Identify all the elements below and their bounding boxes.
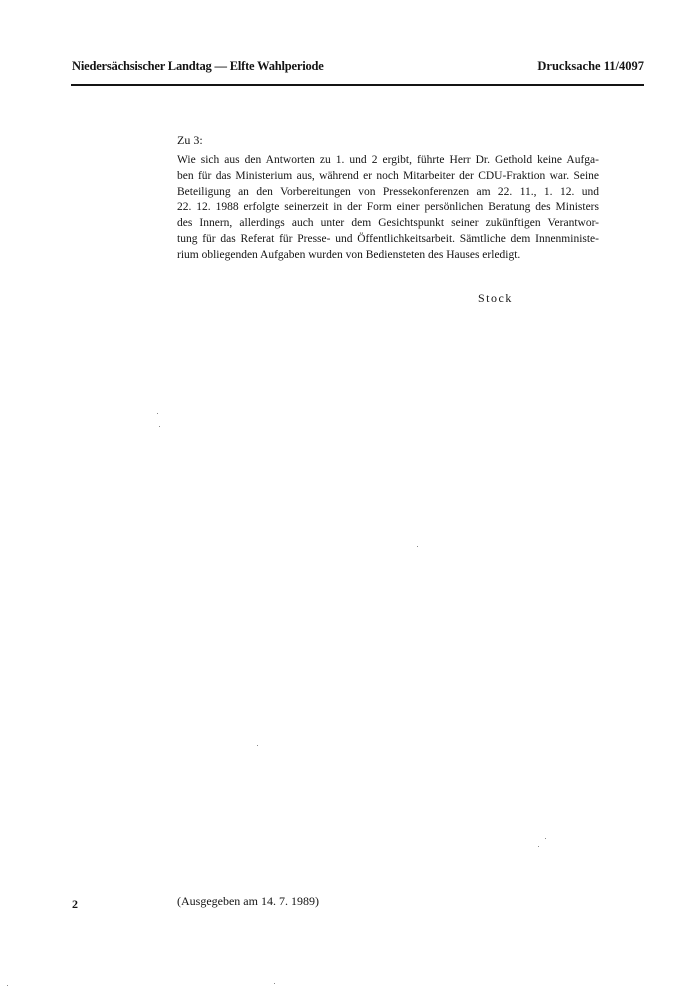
scan-speck [538,846,539,847]
scan-speck [7,985,8,986]
scan-speck [545,838,546,839]
header-publisher: Niedersächsischer Landtag — Elfte Wahlperiode [72,59,324,73]
body-line: Wie sich aus den Antworten zu 1. und 2 ergibt, führte Herr Dr. Gethold keine Aufga- [177,154,599,166]
scan-speck [157,413,158,414]
header-document-number: Drucksache 11/4097 [537,59,644,73]
page-number: 2 [72,897,78,911]
section-heading: Zu 3: [177,133,203,147]
body-paragraph [177,153,599,264]
signature: Stock [478,291,513,305]
body-line: ben für das Ministerium aus, während er noch Mitarbeiter der CDU-Fraktion war. Seine [177,169,599,182]
header-divider [71,84,644,86]
page-header [72,59,644,77]
body-line: rium obliegenden Aufgaben wurden von Bediensteten des Hauses erledigt. [177,248,521,261]
body-line: 22. 12. 1988 erfolgte seinerzeit in der Form einer persönlichen Beratung des Ministers [177,201,599,214]
scan-speck [257,745,258,746]
body-line: des Innern, allerdings auch unter dem Gesichtspunkt seiner zukünftigen Verantwor- [177,217,599,230]
issue-date: (Ausgegeben am 14. 7. 1989) [177,894,319,908]
scan-speck [417,546,418,547]
scan-speck [159,426,160,427]
body-line: Beteiligung an den Vorbereitungen von Pressekonferenzen am 22. 11., 1. 12. und [177,185,599,198]
body-line: tung für das Referat für Presse- und Öffentlichkeitsarbeit. Sämtliche dem Innenministe- [177,232,599,245]
scan-speck [274,983,275,984]
